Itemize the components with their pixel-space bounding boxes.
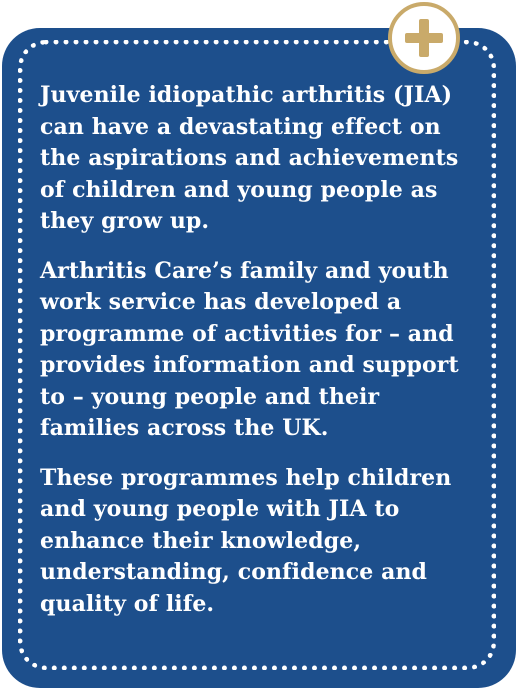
plus-badge	[388, 2, 460, 74]
info-text-block	[40, 80, 480, 638]
paragraph-service-description: Arthritis Care’s family and youth work service has developed a programme of activities for – and provides information and support to – young people and their families across the UK.	[40, 257, 459, 441]
paragraph-jia-intro: Juvenile idiopathic arthritis (JIA) can have a devastating effect on the aspirations and achievements of children and young people as they grow up.	[40, 82, 459, 234]
plus-icon	[402, 16, 446, 60]
paragraph-programme-benefits: These programmes help children and young people with JIA to enhance their knowledge, understanding, confidence and quality of life.	[40, 464, 452, 617]
